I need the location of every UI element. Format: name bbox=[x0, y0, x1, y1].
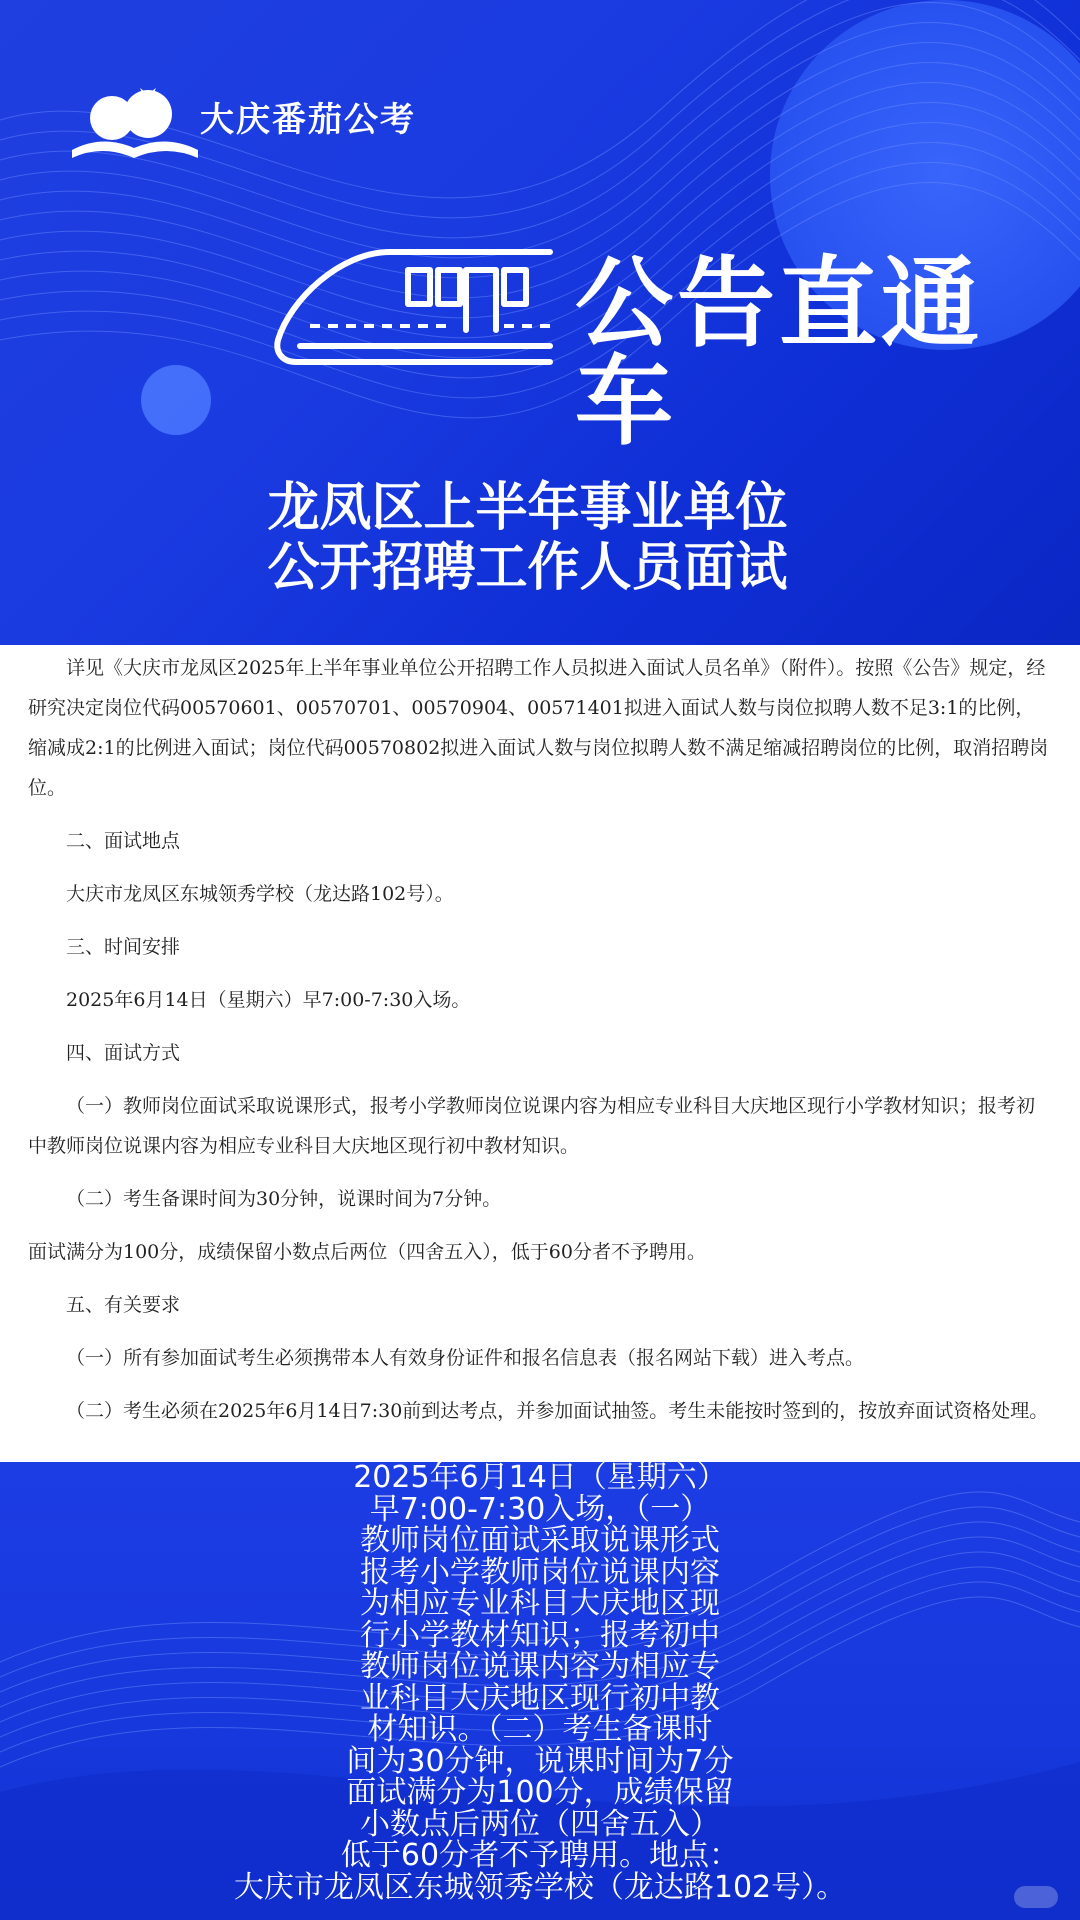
section-heading-method: 四、面试方式 bbox=[66, 1042, 181, 1064]
overlay-line: 教师岗位面试采取说课形式 bbox=[360, 1523, 720, 1558]
title-line-1: 龙凤区上半年事业单位 bbox=[267, 478, 788, 538]
paragraph-scoring: 面试满分为100分，成绩保留小数点后两位（四舍五入），低于60分者不予聘用。 bbox=[28, 1241, 706, 1263]
overlay-line: 面试满分为100分，成绩保留 bbox=[346, 1775, 734, 1810]
paragraph-requirement-2: （二）考生必须在2025年6月14日7:30前到达考点，并参加面试抽签。考生未能按时签到的，按放弃面试资格处理。 bbox=[66, 1400, 1049, 1422]
headline: 公告直通车 bbox=[575, 247, 984, 459]
overlay-line: 小数点后两位（四舍五入） bbox=[360, 1806, 720, 1842]
announcement-title bbox=[0, 478, 1055, 598]
paragraph-method-1: （一）教师岗位面试采取说课形式，报考小学教师岗位说课内容为相应专业科目大庆地区现行小学教材知识；报考初中教师岗位说课内容为相应专业科目大庆地区现行初中教材知识。 bbox=[28, 1095, 1036, 1157]
brand-name: 大庆番茄公考 bbox=[200, 100, 416, 140]
summary-overlay-text bbox=[0, 1462, 1080, 1903]
overlay-line: 低于60分者不予聘用。地点： bbox=[340, 1838, 740, 1873]
section-heading-location: 二、面试地点 bbox=[66, 830, 181, 852]
overlay-line: 间为30分钟，说课时间为7分 bbox=[346, 1743, 734, 1779]
paragraph-intro: 详见《大庆市龙凤区2025年上半年事业单位公开招聘工作人员拟进入面试人员名单》（附件）。按照《公告》规定，经研究决定岗位代码00570601、00570701、00570904、00571401拟进入面试人数与岗位拟聘人数不足3:1的比例，缩减成2:1的比例进入面试；岗位代码00570802拟进入面试人数与岗位拟聘人数不满足缩减招聘岗位的比例，取消招聘岗位。 bbox=[28, 657, 1049, 799]
paragraph-location: 大庆市龙凤区东城领秀学校（龙达路102号）。 bbox=[66, 883, 454, 905]
paragraph-method-2: （二）考生备课时间为30分钟，说课时间为7分钟。 bbox=[66, 1188, 502, 1210]
overlay-line: 教师岗位说课内容为相应专 bbox=[360, 1649, 720, 1684]
section-heading-schedule: 三、时间安排 bbox=[66, 936, 181, 958]
overlay-line: 2025年6月14日（星期六） bbox=[353, 1462, 727, 1495]
overlay-line: 大庆市龙凤区东城领秀学校（龙达路102号）。 bbox=[233, 1869, 847, 1905]
overlay-line: 材知识。（二）考生备课时 bbox=[367, 1712, 713, 1747]
announcement-body bbox=[28, 648, 1053, 1431]
title-line-2: 公开招聘工作人员面试 bbox=[267, 538, 788, 598]
overlay-line: 早7:00-7:30入场，（一） bbox=[369, 1491, 711, 1527]
tomato-book-logo-icon bbox=[70, 78, 200, 162]
paragraph-requirement-1: （一）所有参加面试考生必须携带本人有效身份证件和报名信息表（报名网站下载）进入考点。 bbox=[66, 1347, 865, 1369]
train-icon bbox=[270, 240, 560, 380]
overlay-line: 行小学教材知识；报考初中 bbox=[360, 1617, 720, 1653]
section-heading-requirements: 五、有关要求 bbox=[66, 1294, 181, 1316]
overlay-line: 为相应专业科目大庆地区现 bbox=[360, 1586, 720, 1621]
overlay-line: 报考小学教师岗位说课内容 bbox=[360, 1554, 720, 1590]
paragraph-schedule: 2025年6月14日（星期六）早7:00-7:30入场。 bbox=[66, 989, 471, 1011]
footer-banner bbox=[0, 1462, 1080, 1920]
header-banner bbox=[0, 0, 1080, 645]
overlay-line: 业科目大庆地区现行初中教 bbox=[360, 1680, 720, 1716]
watermark-badge bbox=[1014, 1886, 1058, 1908]
